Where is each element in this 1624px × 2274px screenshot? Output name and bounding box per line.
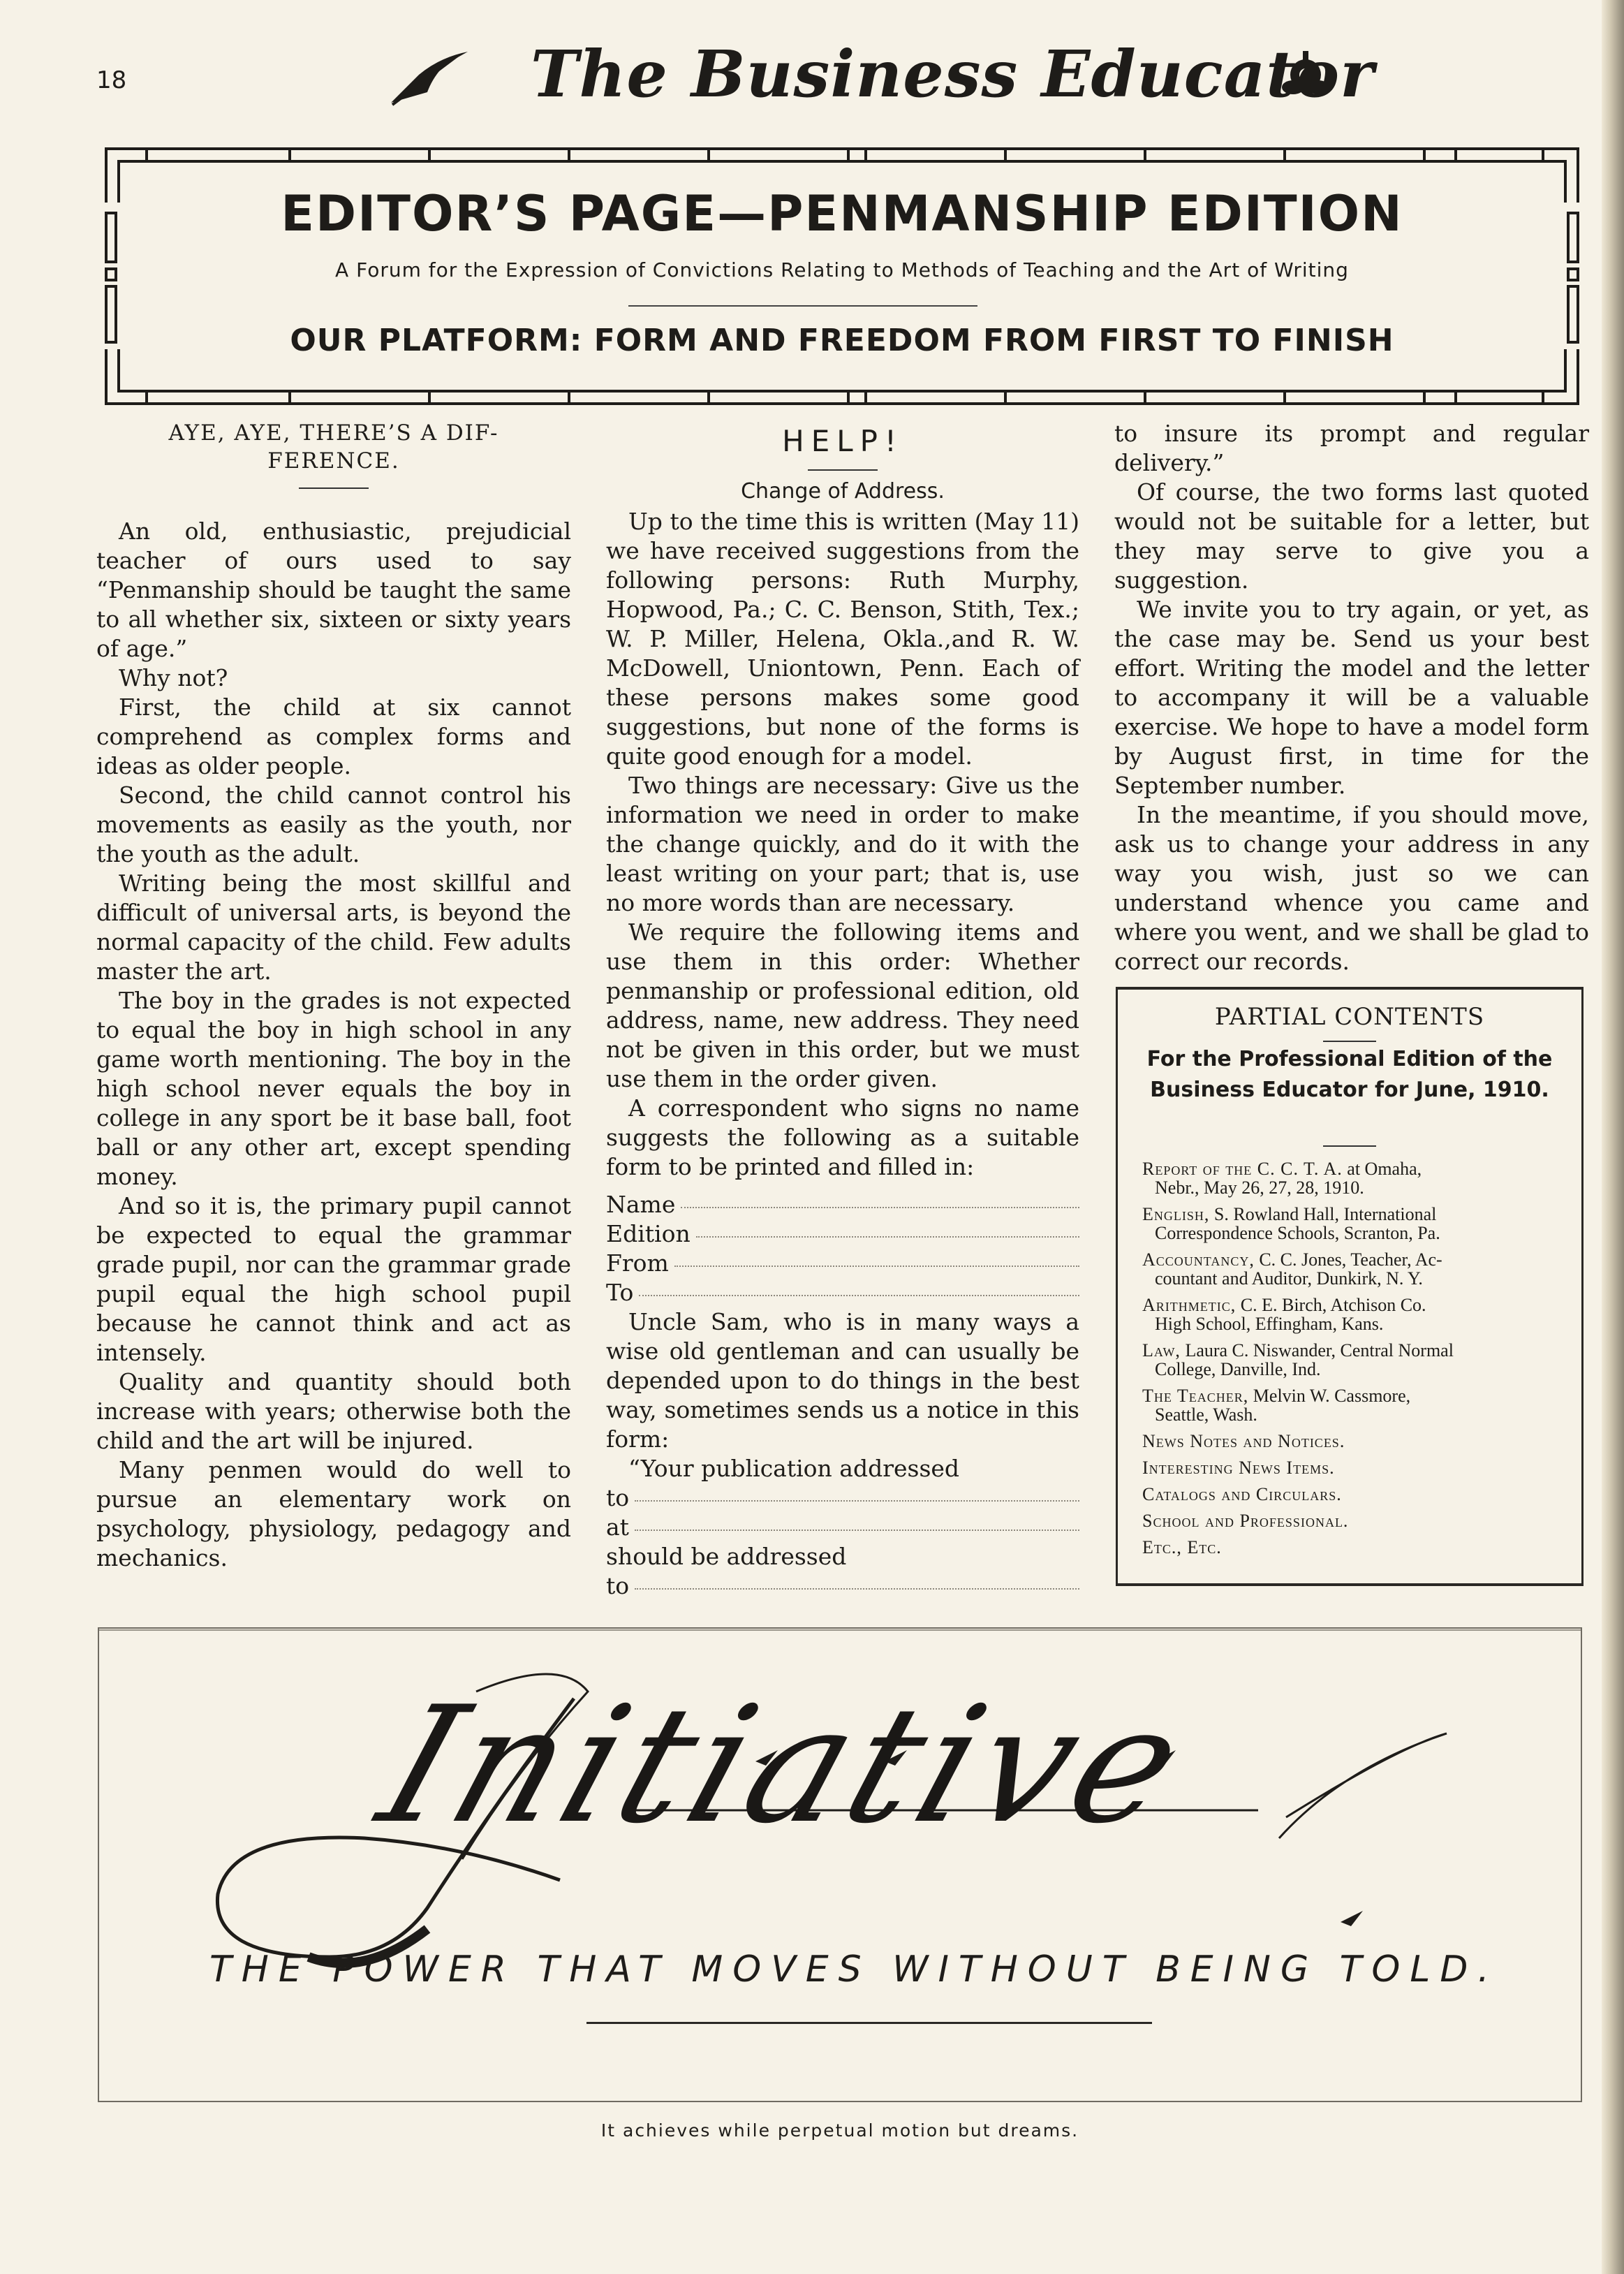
paragraph: We require the following items and use them in this order: Whether penmanship or professional edition, old address, name, new address. They need not be given in this order, but we must use them in the order given. <box>606 918 1079 1092</box>
form-field-edition: Edition <box>606 1219 1079 1249</box>
contents-item-author: C. E. Birch, Atchison Co. <box>1236 1295 1426 1315</box>
contents-item-author: S. Rowland Hall, International <box>1209 1204 1437 1224</box>
contents-item <box>1142 1538 1568 1557</box>
banner-divider <box>628 305 977 307</box>
partial-contents-title: PARTIAL CONTENTS <box>1214 1003 1485 1031</box>
contents-item-author: Laura C. Niswander, Central Normal <box>1180 1340 1454 1360</box>
paragraph: Quality and quantity should both increase with years; otherwise both the child and the art will be injured. <box>96 1368 571 1454</box>
contents-rule <box>1323 1041 1376 1042</box>
contents-item-continuation: High School, Effingham, Kans. <box>1155 1314 1384 1334</box>
banner-subtitle: A Forum for the Expression of Convictions Relating to Methods of Teaching and the Art of Writing <box>335 258 1349 281</box>
contents-item-topic: Law, <box>1142 1340 1181 1360</box>
notice-field-at: at <box>606 1513 1079 1542</box>
paragraph: In the meantime, if you should move, ask us to change your address in any way you wish, just so we can understand whence you came and where you went, and we shall be glad to correct our records. <box>1114 801 1589 975</box>
specimen-motto: THE POWER THAT MOVES WITHOUT BEING TOLD. <box>209 1949 1499 1990</box>
contents-item-topic: Report of the C. C. T. A. <box>1142 1159 1343 1179</box>
contents-item-author: at Omaha, <box>1342 1159 1422 1179</box>
help-title: HELP! <box>782 424 903 458</box>
contents-item-topic: Interesting News Items. <box>1142 1458 1335 1478</box>
script-word: Initiative <box>360 1673 1209 1859</box>
motto-underline <box>586 2022 1152 2024</box>
contents-item <box>1142 1511 1568 1530</box>
notice-field-to-new: to <box>606 1571 1079 1601</box>
contents-item <box>1142 1250 1568 1288</box>
contents-item <box>1142 1386 1568 1424</box>
contents-item-continuation: College, Danville, Ind. <box>1155 1359 1321 1379</box>
heading-rule <box>808 469 878 471</box>
paragraph: to insure its prompt and regular delivery.” <box>1114 420 1589 476</box>
form-field-name: Name <box>606 1190 1079 1219</box>
contents-item-topic: English, <box>1142 1204 1210 1224</box>
paragraph: Second, the child cannot control his movements as easily as the youth, nor the youth as the adult. <box>96 782 571 867</box>
contents-item-topic: Catalogs and Circulars. <box>1142 1484 1342 1504</box>
contents-item-continuation: Correspondence Schools, Scranton, Pa. <box>1155 1223 1440 1243</box>
subheading: Change of Address. <box>741 479 945 504</box>
contents-item-continuation: Seattle, Wash. <box>1155 1404 1257 1425</box>
masthead-title: The Business Educator <box>531 36 1375 112</box>
notice-mid: should be addressed <box>606 1543 847 1570</box>
contents-item-continuation: countant and Auditor, Dunkirk, N. Y. <box>1155 1268 1423 1289</box>
paragraph: Writing being the most skillful and difficult of universal arts, is beyond the normal capacity of the child. Few adults master the art. <box>96 870 571 985</box>
heading-rule <box>299 487 369 489</box>
column-help-continued <box>1114 419 1589 976</box>
contents-item-topic: The Teacher, <box>1142 1386 1249 1406</box>
contents-item-topic: News Notes and Notices. <box>1142 1431 1345 1451</box>
paragraph: We invite you to try again, or yet, as the case may be. Send us your best effort. Writing the model and the letter to accompany it will be a valuable exercise. We hope to have a model form by August first, in time for the September number. <box>1114 596 1589 799</box>
paragraph: Many penmen would do well to pursue an elementary work on psychology, physiology, pedagogy and mechanics. <box>96 1456 571 1571</box>
form-field-to: To <box>606 1278 1079 1307</box>
paragraph: Two things are necessary: Give us the information we need in order to make the change quickly, and do it with the least writing on your part; that is, use no more words than are necessary. <box>606 772 1079 916</box>
contents-item <box>1142 1485 1568 1504</box>
notice-open: “Your publication addressed <box>628 1455 960 1482</box>
contents-item-topic: Etc., Etc. <box>1142 1537 1222 1557</box>
contents-item-topic: School and Professional. <box>1142 1511 1349 1531</box>
contents-item <box>1142 1296 1568 1333</box>
partial-contents-list <box>1142 1159 1568 1564</box>
paragraph: An old, enthusiastic, prejudicial teacher of ours used to say “Penmanship should be taught the same to all whether six, sixteen or sixty years of age.” <box>96 518 571 662</box>
contents-item-author: Melvin W. Cassmore, <box>1248 1386 1411 1406</box>
quill-icon <box>391 52 468 105</box>
page-number: 18 <box>96 66 127 94</box>
column-aye-aye <box>96 419 571 1573</box>
banner-platform: OUR PLATFORM: FORM AND FREEDOM FROM FIRST TO FINISH <box>290 323 1394 358</box>
contents-item-topic: Arithmetic, <box>1142 1295 1237 1315</box>
contents-item <box>1142 1205 1568 1242</box>
banner-title: EDITOR’S PAGE—PENMANSHIP EDITION <box>281 185 1403 242</box>
paragraph: First, the child at six cannot comprehend as complex forms and ideas as older people. <box>96 694 571 779</box>
contents-item <box>1142 1432 1568 1451</box>
contents-item <box>1142 1458 1568 1477</box>
paragraph: Why not? <box>119 664 228 691</box>
paragraph: And so it is, the primary pupil cannot be expected to equal the grammar grade pupil, nor can the grammar grade pupil equal the high school pupil because he cannot think and act as intensely. <box>96 1192 571 1366</box>
contents-item <box>1142 1159 1568 1197</box>
partial-contents-heading: For the Professional Edition of the Business Educator for June, 1910. <box>1146 1047 1553 1102</box>
paragraph: A correspondent who signs no name suggests the following as a suitable form to be printed and filled in: <box>606 1094 1079 1180</box>
notice-field-to: to <box>606 1483 1079 1513</box>
page-edge-shadow <box>1602 0 1624 2274</box>
specimen-caption: It achieves while perpetual motion but dreams. <box>600 2120 1079 2141</box>
contents-item-author: C. C. Jones, Teacher, Ac- <box>1254 1249 1442 1270</box>
article-heading: AYE, AYE, THERE’S A DIF- FERENCE. <box>168 420 499 474</box>
form-field-from: From <box>606 1249 1079 1278</box>
contents-item-continuation: Nebr., May 26, 27, 28, 1910. <box>1155 1178 1364 1198</box>
contents-item-topic: Accountancy, <box>1142 1249 1255 1270</box>
column-help <box>606 419 1079 1601</box>
contents-item <box>1142 1341 1568 1379</box>
paragraph: Of course, the two forms last quoted would not be suitable for a letter, but they may serve to give you a suggestion. <box>1114 478 1589 594</box>
paragraph: The boy in the grades is not expected to equal the boy in high school in any game worth mentioning. The boy in the high school never equals the boy in college in any sport be it base ball, foot ball or any other art, except spending money. <box>96 987 571 1190</box>
contents-rule <box>1323 1145 1376 1147</box>
paragraph: Uncle Sam, who is in many ways a wise old gentleman and can usually be depended upon to do things in the best way, sometimes sends us a notice in this form: <box>606 1308 1079 1453</box>
paragraph: Up to the time this is written (May 11) we have received suggestions from the following persons: Ruth Murphy, Hopwood, Pa.; C. C. Benson, Stith, Tex.; W. P. Miller, Helena, Okla.,and R. W. McDowell, Uniontown, Penn. Each of these persons makes some good suggestions, but none of the forms is quite good enough for a model. <box>606 508 1079 770</box>
